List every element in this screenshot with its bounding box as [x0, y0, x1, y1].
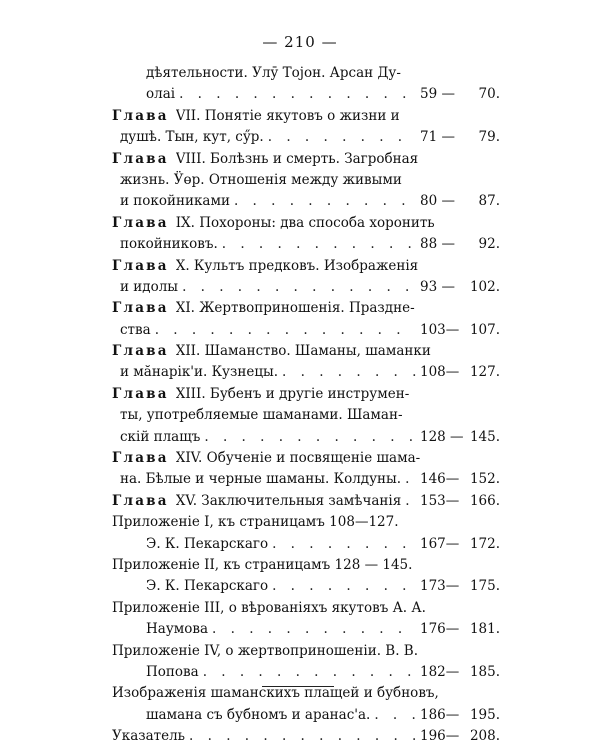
toc-entry-line: [112, 598, 500, 619]
toc-entry-line: [112, 384, 500, 405]
page-start: 88 —: [420, 236, 455, 253]
dot-leader: [272, 534, 416, 555]
entry-text: XII. Шаманство. Шаманы, шаманки: [175, 343, 431, 360]
toc-entry-line: [112, 427, 500, 448]
dot-leader: [374, 705, 416, 726]
entry-text: VII. Понятіе якутовъ о жизни и: [175, 107, 400, 124]
dot-leader: [204, 427, 416, 448]
toc-entry: [112, 213, 500, 256]
entry-text: покойниковъ.: [120, 236, 218, 253]
dot-leader: [405, 469, 416, 490]
page-end: 127.: [469, 364, 500, 381]
page-start: 80 —: [420, 193, 455, 210]
toc-entry-line: [112, 213, 500, 234]
page-range: [420, 277, 500, 298]
dot-leader: [268, 127, 416, 148]
page-start: 176—: [420, 621, 460, 638]
page-range: [420, 619, 500, 640]
entry-text: Приложеніе III, о вѣрованіяхъ якутовъ А. А.: [112, 599, 426, 616]
page-end: 185.: [469, 663, 500, 680]
page-start: 108—: [420, 364, 460, 381]
page-end: 87.: [478, 193, 500, 210]
toc-entry-line: [112, 320, 500, 341]
toc-entry: [112, 726, 500, 747]
toc-entry-line: [112, 405, 500, 426]
toc-entry-line: [112, 555, 500, 576]
toc-entry-line: [112, 448, 500, 469]
entry-text: XI. Жертвоприношенія. Праздне-: [175, 300, 415, 317]
entry-text: дѣятельности. Улӯ Тојон. Арсан Ду-: [146, 65, 401, 81]
toc-entry: [112, 555, 500, 598]
dot-leader: [203, 662, 416, 683]
page-start: 93 —: [420, 278, 455, 295]
chapter-label: Глава: [112, 150, 169, 167]
entry-text: VIII. Болѣзнь и смерть. Загробная: [175, 150, 419, 167]
entry-text: душѣ. Тын, кут, сӳр.: [120, 129, 264, 146]
page-end: 102.: [469, 278, 500, 295]
toc-entry-line: [112, 512, 500, 533]
entry-text: Указатель: [112, 728, 186, 745]
toc-entry: [112, 149, 500, 213]
page-range: [420, 427, 500, 448]
page-range: [420, 84, 500, 105]
toc-entry: [112, 683, 500, 726]
toc-entry: [112, 256, 500, 299]
table-of-contents: [112, 63, 500, 748]
toc-entry: [112, 641, 500, 684]
entry-text: шамана съ бубномъ и аранас'а.: [146, 706, 371, 723]
page-range: [420, 191, 500, 212]
page-end: 145.: [469, 428, 500, 445]
toc-entry-line: [112, 726, 500, 747]
toc-entry: [112, 384, 500, 448]
dot-leader: [234, 191, 416, 212]
entry-text: Изображенія шаманскихъ плащей и бубновъ,: [112, 685, 439, 702]
toc-entry: [112, 341, 500, 384]
page-start: 186—: [420, 706, 460, 723]
page-range: [420, 362, 500, 383]
page-range: [420, 662, 500, 683]
page-range: [420, 705, 500, 726]
chapter-label: Глава: [112, 385, 169, 402]
entry-text: X. Культъ предковъ. Изображенія: [175, 257, 419, 274]
toc-entry-line: [112, 662, 500, 683]
dot-leader: [212, 619, 416, 640]
entry-text: ства: [120, 321, 151, 338]
entry-text: Приложеніе IV, о жертвоприношеніи. В. В.: [112, 642, 419, 659]
page-end: 92.: [478, 236, 500, 253]
page-start: 196—: [420, 728, 460, 745]
page-end: 172.: [469, 535, 500, 552]
entry-text: Попова: [146, 663, 199, 680]
chapter-label: Глава: [112, 214, 169, 231]
page-range: [420, 469, 500, 490]
toc-entry: [112, 298, 500, 341]
toc-entry-line: [112, 491, 500, 512]
page-number: — 210 —: [262, 33, 338, 51]
toc-entry: [112, 491, 500, 512]
toc-entry: [112, 448, 500, 491]
page-end: 79.: [478, 129, 500, 146]
page-end: 152.: [469, 471, 500, 488]
page-start: 71 —: [420, 129, 455, 146]
toc-entry-line: [112, 170, 500, 191]
toc-entry-line: [112, 191, 500, 212]
toc-entry-line: [112, 619, 500, 640]
entry-text: Э. К. Пекарскаго: [146, 578, 269, 595]
chapter-label: Глава: [112, 492, 169, 509]
toc-entry-line: [112, 705, 500, 726]
chapter-label: Глава: [112, 343, 169, 360]
toc-entry-line: [112, 362, 500, 383]
page-range: [420, 491, 500, 512]
toc-entry-line: [112, 84, 500, 105]
closing-rule: [262, 686, 334, 687]
page-end: 181.: [469, 621, 500, 638]
entry-text: скій плащъ: [120, 428, 201, 445]
entry-text: XV. Заключительныя замѣчанія: [175, 492, 402, 509]
dot-leader: [405, 491, 416, 512]
page-end: 166.: [469, 492, 500, 509]
toc-entry-line: [112, 63, 500, 84]
page-start: 182—: [420, 663, 460, 680]
entry-text: Приложеніе II, къ страницамъ 128 — 145.: [112, 556, 413, 573]
toc-entry-line: [112, 234, 500, 255]
entry-text: ты, употребляемые шаманами. Шаман-: [120, 407, 403, 424]
page-end: 175.: [469, 578, 500, 595]
page-start: 173—: [420, 578, 460, 595]
entry-text: и мăнарік'и. Кузнецы.: [120, 364, 279, 381]
entry-text: XIII. Бубенъ и другіе инструмен-: [175, 385, 410, 402]
dot-leader: [155, 320, 416, 341]
entry-text: и покойниками: [120, 193, 230, 210]
toc-entry-line: [112, 298, 500, 319]
toc-entry-line: [112, 127, 500, 148]
chapter-label: Глава: [112, 257, 169, 274]
page-start: 59 —: [420, 86, 455, 103]
page-range: [420, 576, 500, 597]
page-range: [420, 234, 500, 255]
toc-entry-line: [112, 641, 500, 662]
page-start: 103—: [420, 321, 460, 338]
toc-entry: [112, 512, 500, 555]
page-range: [420, 127, 500, 148]
chapter-label: Глава: [112, 450, 169, 467]
entry-text: Э. К. Пекарскаго: [146, 535, 269, 552]
dot-leader: [282, 362, 416, 383]
toc-entry-line: [112, 256, 500, 277]
toc-entry: [112, 106, 500, 149]
chapter-label: Глава: [112, 107, 169, 124]
page-start: 167—: [420, 535, 460, 552]
entry-text: Приложеніе I, къ страницамъ 108—127.: [112, 514, 399, 531]
page-range: [420, 534, 500, 555]
page-start: 153—: [420, 492, 460, 509]
entry-text: Наумова: [146, 621, 209, 638]
toc-entry-line: [112, 106, 500, 127]
toc-entry-line: [112, 534, 500, 555]
page-end: 195.: [469, 706, 500, 723]
toc-entry-line: [112, 469, 500, 490]
page-end: 70.: [478, 86, 500, 103]
page-end: 208.: [469, 728, 500, 745]
toc-entry-line: [112, 341, 500, 362]
dot-leader: [179, 84, 416, 105]
page-start: 128 —: [420, 428, 464, 445]
entry-text: IX. Похороны: два способа хоронить: [175, 214, 435, 231]
page-range: [420, 320, 500, 341]
dot-leader: [182, 277, 416, 298]
entry-text: и идолы: [120, 278, 179, 295]
chapter-label: Глава: [112, 300, 169, 317]
entry-text: на. Бѣлые и черные шаманы. Колдуны.: [120, 471, 402, 488]
dot-leader: [189, 726, 416, 747]
toc-entry: [112, 598, 500, 641]
toc-entry-line: [112, 576, 500, 597]
toc-entry: [112, 63, 500, 106]
entry-text: олаі: [146, 86, 176, 103]
page-end: 107.: [469, 321, 500, 338]
toc-entry-line: [112, 277, 500, 298]
dot-leader: [272, 576, 416, 597]
page-range: [420, 726, 500, 747]
entry-text: XIV. Обученіе и посвященіе шама-: [175, 450, 421, 467]
dot-leader: [222, 234, 416, 255]
entry-text: жизнь. Ӱөр. Отношенія между живыми: [120, 171, 402, 188]
page-start: 146—: [420, 471, 460, 488]
toc-entry-line: [112, 149, 500, 170]
